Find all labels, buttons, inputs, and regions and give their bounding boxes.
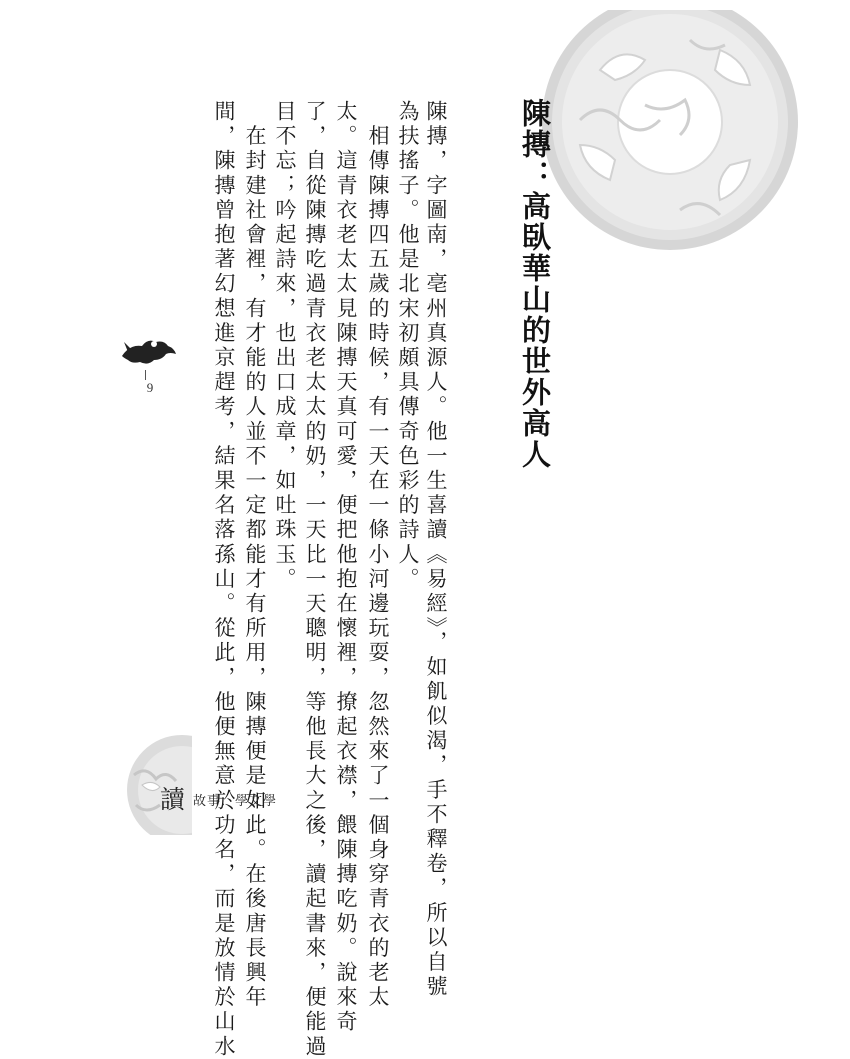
text-column: 在封建社會裡，有才能的人並不一定都能才有所用，陳摶便是如此。在後唐長興年: [243, 100, 267, 1011]
footer-series-title: 故事．學文學: [193, 794, 278, 809]
text-column: 相傳陳摶四五歲的時候，有一天在一條小河邊玩耍，忽然來了一個身穿青衣的老太: [366, 100, 390, 1011]
dragon-medallion-icon: [520, 10, 850, 260]
text-column: 間，陳摶曾抱著幻想進京趕考，結果名落孫山。從此，他便無意於功名，而是放情於山水: [212, 100, 236, 1059]
text-column: 了，自從陳摶吃過青衣老太太的奶，一天比一天聰明，等他長大之後，讀起書來，便能過: [303, 100, 327, 1059]
text-column: 目不忘；吟起詩來，也出口成章，如吐珠玉。: [273, 100, 297, 592]
page-number: 9: [146, 380, 154, 395]
chapter-title: 陳摶：高臥華山的世外高人: [518, 98, 552, 470]
footer-read-character: 讀: [160, 785, 186, 814]
horse-rider-emblem-icon: [118, 332, 178, 368]
text-column: 太。這青衣老太太見陳摶天真可愛，便把他抱在懷裡，撩起衣襟，餵陳摶吃奶。說來奇: [334, 100, 358, 1035]
text-column: 陳摶，字圖南，亳州真源人。他一生喜讀《易經》，如飢似渴，手不釋卷，所以自號: [424, 100, 448, 1000]
text-column: 為扶搖子。他是北宋初頗具傳奇色彩的詩人。: [396, 100, 420, 592]
page-number-rule: [145, 370, 146, 380]
